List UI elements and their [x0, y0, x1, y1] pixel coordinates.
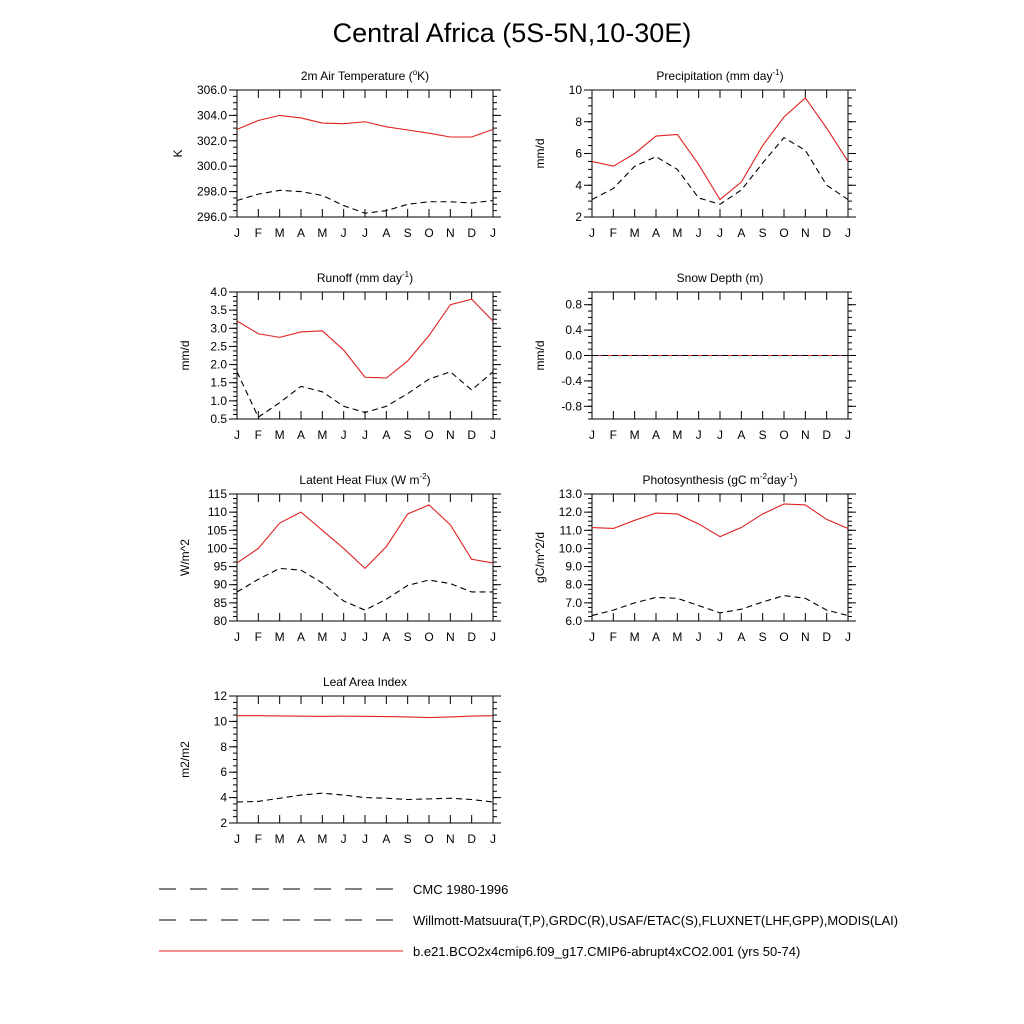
series-line-model [237, 299, 493, 378]
y-tick-label: 7.0 [565, 595, 582, 610]
x-tick-label: D [822, 226, 832, 240]
chart-panel-6 [533, 472, 856, 644]
y-tick-label: 4.0 [210, 285, 227, 299]
x-tick-label: J [490, 226, 496, 240]
y-tick-label: 80 [213, 614, 227, 628]
x-tick-label: M [672, 226, 683, 240]
series-line-observed [237, 372, 493, 417]
x-tick-label: J [695, 226, 702, 240]
x-tick-label: N [445, 832, 455, 846]
x-tick-label: F [609, 630, 618, 644]
y-tick-label: 3.0 [210, 321, 227, 336]
x-tick-label: O [424, 226, 434, 240]
y-tick-label: 10 [213, 714, 227, 729]
y-tick-label: 12.0 [558, 505, 582, 520]
panel-title: Latent Heat Flux (W $m^{-2}$) [299, 472, 431, 487]
y-tick-label: 2.5 [210, 339, 227, 354]
x-tick-label: J [717, 428, 723, 442]
y-tick-label: 2 [575, 210, 582, 224]
plot-frame [237, 494, 493, 621]
x-tick-label: S [403, 832, 412, 846]
x-tick-label: J [490, 832, 496, 846]
legend-label: Willmott-Matsuura(T,P),GRDC(R),USAF/ETAC(S),FLUXNET(LHF,GPP),MODIS(LAI) [413, 913, 899, 928]
x-tick-label: J [362, 226, 368, 240]
x-tick-label: A [296, 428, 306, 442]
x-tick-label: J [340, 630, 347, 644]
x-tick-label: J [362, 630, 368, 644]
x-tick-label: N [800, 630, 810, 644]
x-tick-label: J [362, 428, 368, 442]
y-axis-label: K [171, 149, 185, 158]
x-tick-label: M [629, 226, 640, 240]
y-tick-label: 1.0 [210, 393, 227, 408]
x-tick-label: J [695, 630, 702, 644]
x-tick-label: S [758, 630, 767, 644]
legend-entry [159, 944, 800, 959]
y-tick-label: 3.5 [210, 303, 227, 318]
x-tick-label: M [274, 832, 285, 846]
x-tick-label: S [403, 428, 412, 442]
x-tick-label: O [424, 832, 434, 846]
x-tick-label: F [254, 428, 263, 442]
legend-label: CMC 1980-1996 [413, 882, 509, 897]
x-tick-label: J [340, 226, 347, 240]
y-tick-label: 12 [213, 689, 227, 703]
y-tick-label: 2 [220, 816, 227, 830]
y-tick-label: 13.0 [558, 487, 582, 501]
series-line-model [237, 505, 493, 569]
figure-title: Central Africa (5S-5N,10-30E) [332, 18, 692, 48]
legend-label: b.e21.BCO2x4cmip6.f09_g17.CMIP6-abrupt4xCO2.001 (yrs 50-74) [413, 944, 801, 959]
x-tick-label: N [445, 630, 455, 644]
x-tick-label: A [737, 428, 746, 442]
y-tick-label: 0.4 [565, 323, 582, 338]
x-tick-label: J [490, 630, 496, 644]
y-tick-label: 95 [213, 559, 227, 574]
x-tick-label: J [340, 832, 347, 846]
x-tick-label: O [779, 630, 789, 644]
y-axis-label: mm/d [533, 340, 547, 371]
legend [159, 882, 898, 959]
x-tick-label: M [672, 630, 683, 644]
x-tick-label: J [234, 832, 240, 846]
x-tick-label: F [609, 226, 618, 240]
y-tick-label: 300.0 [196, 159, 227, 174]
y-tick-label: 6 [220, 765, 227, 780]
y-tick-label: -0.4 [561, 373, 582, 388]
chart-panels [171, 68, 856, 846]
x-tick-label: F [254, 832, 263, 846]
panel-title: Runoff (mm day$^{-1}$) [316, 270, 414, 285]
y-tick-label: 2.0 [210, 357, 227, 372]
x-tick-label: O [779, 428, 789, 442]
x-tick-label: J [845, 630, 851, 644]
x-tick-label: M [317, 226, 328, 240]
plot-frame [237, 292, 493, 419]
y-tick-label: 90 [213, 577, 227, 592]
y-tick-label: 9.0 [565, 559, 582, 574]
legend-entry [159, 913, 898, 928]
y-tick-label: 0.5 [210, 412, 227, 426]
y-tick-label: 302.0 [196, 133, 227, 148]
y-tick-label: 100 [206, 541, 227, 556]
y-axis-label: mm/d [533, 138, 547, 169]
x-tick-label: F [609, 428, 618, 442]
y-tick-label: 304.0 [196, 108, 227, 123]
x-tick-label: M [629, 428, 640, 442]
x-tick-label: J [695, 428, 702, 442]
chart-panel-7 [178, 675, 501, 846]
y-tick-label: 8 [575, 114, 582, 129]
x-tick-label: J [717, 226, 723, 240]
series-line-model [592, 98, 848, 200]
y-tick-label: 298.0 [196, 184, 227, 199]
panel-title: Leaf Area Index [322, 675, 408, 689]
y-tick-label: -0.8 [561, 399, 582, 414]
y-tick-label: 296.0 [196, 210, 227, 224]
y-tick-label: 6 [575, 146, 582, 161]
series-line-observed [592, 596, 848, 616]
x-tick-label: N [800, 428, 810, 442]
x-tick-label: J [589, 630, 595, 644]
x-tick-label: A [651, 226, 661, 240]
series-line-observed [237, 568, 493, 610]
chart-panel-1 [171, 68, 501, 240]
y-tick-label: 4 [575, 178, 582, 193]
x-tick-label: S [758, 428, 767, 442]
x-tick-label: J [589, 428, 595, 442]
y-tick-label: 8.0 [565, 577, 582, 592]
panel-title: 2m Air Temperature ($^o$K) [300, 68, 430, 83]
x-tick-label: A [382, 832, 391, 846]
y-tick-label: 6.0 [565, 614, 582, 628]
x-tick-label: J [589, 226, 595, 240]
x-tick-label: N [800, 226, 810, 240]
y-tick-label: 0.0 [565, 348, 582, 363]
x-tick-label: M [274, 630, 285, 644]
x-tick-label: J [845, 428, 851, 442]
x-tick-label: J [234, 630, 240, 644]
x-tick-label: A [382, 630, 391, 644]
x-tick-label: O [424, 630, 434, 644]
x-tick-label: A [382, 428, 391, 442]
plot-frame [237, 696, 493, 823]
panel-title: Photosynthesis (gC $m^{-2}day^{-1}$) [642, 472, 798, 487]
y-tick-label: 105 [206, 523, 227, 538]
x-tick-label: D [467, 630, 477, 644]
series-line-observed [237, 793, 493, 802]
y-tick-label: 10 [568, 83, 582, 97]
x-tick-label: M [317, 832, 328, 846]
x-tick-label: A [737, 630, 746, 644]
plot-frame [592, 90, 848, 217]
x-tick-label: D [822, 428, 832, 442]
chart-panel-3 [178, 270, 501, 442]
x-tick-label: J [340, 428, 347, 442]
y-axis-label: m2/m2 [178, 741, 192, 778]
series-line-model [237, 716, 493, 718]
y-tick-label: 1.5 [210, 375, 227, 390]
x-tick-label: D [467, 226, 477, 240]
x-tick-label: F [254, 630, 263, 644]
y-tick-label: 110 [207, 505, 227, 520]
x-tick-label: M [274, 226, 285, 240]
x-tick-label: M [317, 630, 328, 644]
y-axis-label: gC/m^2/d [533, 532, 547, 583]
x-tick-label: O [779, 226, 789, 240]
x-tick-label: M [274, 428, 285, 442]
series-line-model [592, 504, 848, 537]
legend-entry [159, 882, 508, 897]
y-tick-label: 115 [207, 487, 227, 501]
x-tick-label: A [296, 832, 306, 846]
x-tick-label: J [362, 832, 368, 846]
chart-panel-2 [533, 68, 856, 240]
plot-frame [237, 90, 493, 217]
x-tick-label: M [672, 428, 683, 442]
x-tick-label: J [717, 630, 723, 644]
x-tick-label: A [296, 630, 306, 644]
chart-panel-4 [533, 271, 856, 442]
chart-panel-5 [178, 472, 501, 644]
x-tick-label: N [445, 428, 455, 442]
x-tick-label: A [651, 428, 661, 442]
x-tick-label: D [467, 428, 477, 442]
x-tick-label: A [737, 226, 746, 240]
panel-title: Precipitation (mm day$^{-1}$) [656, 68, 784, 83]
y-tick-label: 10.0 [558, 541, 582, 556]
x-tick-label: O [424, 428, 434, 442]
x-tick-label: N [445, 226, 455, 240]
y-tick-label: 85 [213, 595, 227, 610]
x-tick-label: J [490, 428, 496, 442]
y-tick-label: 4 [220, 790, 227, 805]
x-tick-label: F [254, 226, 263, 240]
x-tick-label: D [822, 630, 832, 644]
y-tick-label: 8 [220, 739, 227, 754]
panel-title: Snow Depth (m) [676, 271, 764, 285]
x-tick-label: S [758, 226, 767, 240]
y-axis-label: W/m^2 [178, 539, 192, 576]
y-axis-label: mm/d [178, 340, 192, 371]
x-tick-label: D [467, 832, 477, 846]
x-tick-label: S [403, 630, 412, 644]
y-tick-label: 11.0 [559, 523, 582, 538]
y-tick-label: 0.8 [565, 297, 582, 312]
plot-frame [592, 494, 848, 621]
series-line-model [237, 115, 493, 137]
y-tick-label: 306.0 [196, 83, 227, 97]
series-line-observed [592, 138, 848, 205]
x-tick-label: A [296, 226, 306, 240]
x-tick-label: A [651, 630, 661, 644]
x-tick-label: A [382, 226, 391, 240]
x-tick-label: M [317, 428, 328, 442]
x-tick-label: J [845, 226, 851, 240]
x-tick-label: J [234, 226, 240, 240]
x-tick-label: J [234, 428, 240, 442]
x-tick-label: M [629, 630, 640, 644]
x-tick-label: S [403, 226, 412, 240]
